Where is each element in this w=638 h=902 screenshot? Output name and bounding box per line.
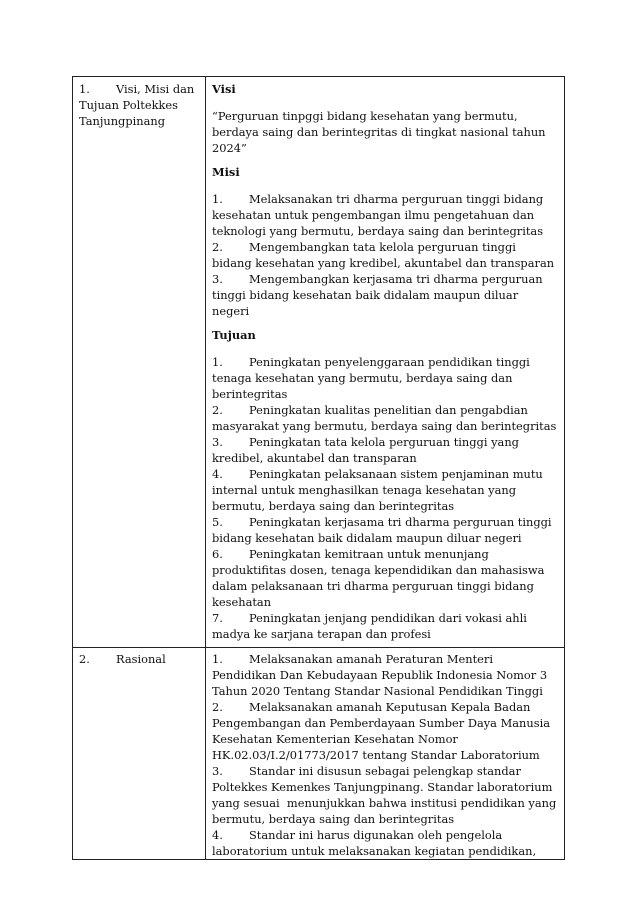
tujuan-heading: Tujuan	[212, 328, 256, 342]
item-number: 6.	[212, 547, 223, 561]
item-number: 3.	[212, 435, 223, 449]
misi-heading: Misi	[212, 165, 240, 179]
table-row-rasional	[73, 648, 565, 860]
item-text: Peningkatan tata kelola perguruan tinggi yang kredibel, akuntabel dan transparan	[212, 435, 523, 465]
row-content-cell	[206, 77, 565, 648]
table-row-visi-misi-tujuan	[73, 77, 565, 648]
item-text: Standar ini disusun sebagai pelengkap standar Poltekkes Kemenkes Tanjungpinang. Standar laboratorium yang sesuai menunjukkan bahwa institusi pendidikan yang bermutu, berdaya saing dan berintegritas	[212, 764, 560, 826]
list-item	[212, 827, 558, 859]
row-label	[79, 651, 199, 667]
row-number: 1.	[79, 82, 90, 96]
item-number: 1.	[212, 652, 223, 666]
item-text: Mengembangkan kerjasama tri dharma perguruan tinggi bidang kesehatan baik didalam maupun diluar negeri	[212, 272, 547, 318]
row-content-cell	[206, 648, 565, 860]
item-text: Peningkatan jenjang pendidikan dari vokasi ahli madya ke sarjana terapan dan profesi	[212, 611, 531, 641]
rasional-list	[212, 651, 558, 859]
item-text: Melaksanakan amanah Peraturan Menteri Pendidikan Dan Kebudayaan Republik Indonesia Nomor 3 Tahun 2020 Tentang Standar Nasional Pendidikan Tinggi	[212, 652, 551, 698]
list-item	[212, 271, 558, 319]
visi-text: “Perguruan tinpggi bidang kesehatan yang bermutu, berdaya saing dan berintegritas di tingkat nasional tahun 2024”	[212, 109, 550, 155]
list-item	[212, 434, 558, 466]
list-item	[212, 763, 558, 827]
item-text: Peningkatan penyelenggaraan pendidikan tinggi tenaga kesehatan yang bermutu, berdaya saing dan berintegritas	[212, 355, 534, 401]
item-number: 4.	[212, 467, 223, 481]
item-number: 7.	[212, 611, 223, 625]
item-text: Mengembangkan tata kelola perguruan tinggi bidang kesehatan yang kredibel, akuntabel dan transparan	[212, 240, 555, 270]
list-item	[212, 699, 558, 763]
item-number: 2.	[212, 240, 223, 254]
list-item	[212, 610, 558, 642]
item-number: 1.	[212, 355, 223, 369]
item-text: Peningkatan pelaksanaan sistem penjaminan mutu internal untuk menghasilkan tenaga kesehatan yang bermutu, berdaya saing dan berintegritas	[212, 467, 547, 513]
row-title: Visi, Misi dan Tujuan Poltekkes Tanjungpinang	[79, 82, 198, 128]
item-number: 5.	[212, 515, 223, 529]
item-text: Melaksanakan tri dharma perguruan tinggi bidang kesehatan untuk pengembangan ilmu pengetahuan dan teknologi yang bermutu, berdaya saing dan berintegritas	[212, 192, 547, 238]
standard-table	[72, 76, 565, 860]
item-number: 3.	[212, 272, 223, 286]
row-title: Rasional	[116, 652, 166, 666]
list-item	[212, 514, 558, 546]
item-number: 2.	[212, 403, 223, 417]
tujuan-list	[212, 354, 558, 642]
item-text: Peningkatan kerjasama tri dharma perguruan tinggi bidang kesehatan baik didalam maupun diluar negeri	[212, 515, 556, 545]
item-number: 4.	[212, 828, 223, 842]
item-number: 3.	[212, 764, 223, 778]
visi-heading: Visi	[212, 82, 236, 96]
row-label-cell	[73, 648, 206, 860]
list-item	[212, 354, 558, 402]
list-item	[212, 466, 558, 514]
item-number: 1.	[212, 192, 223, 206]
item-number: 2.	[212, 700, 223, 714]
row-number: 2.	[79, 652, 90, 666]
item-text: Peningkatan kemitraan untuk menunjang produktifitas dosen, tenaga kependidikan dan mahasiswa dalam pelaksanaan tri dharma perguruan tinggi bidang kesehatan	[212, 547, 549, 609]
list-item	[212, 239, 558, 271]
misi-list	[212, 191, 558, 319]
list-item	[212, 546, 558, 610]
list-item	[212, 191, 558, 239]
row-label	[79, 81, 199, 129]
item-text: Peningkatan kualitas penelitian dan pengabdian masyarakat yang bermutu, berdaya saing dan berintegritas	[212, 403, 557, 433]
item-text: Melaksanakan amanah Keputusan Kepala Badan Pengembangan dan Pemberdayaan Sumber Daya Manusia Kesehatan Kementerian Kesehatan Nomor HK.02.03/I.2/01773/2017 tentang Standar Laboratorium	[212, 700, 554, 762]
list-item	[212, 651, 558, 699]
item-text: Standar ini harus digunakan oleh pengelola laboratorium untuk melaksanakan kegiatan pendidikan,	[212, 828, 537, 858]
list-item	[212, 402, 558, 434]
row-label-cell	[73, 77, 206, 648]
